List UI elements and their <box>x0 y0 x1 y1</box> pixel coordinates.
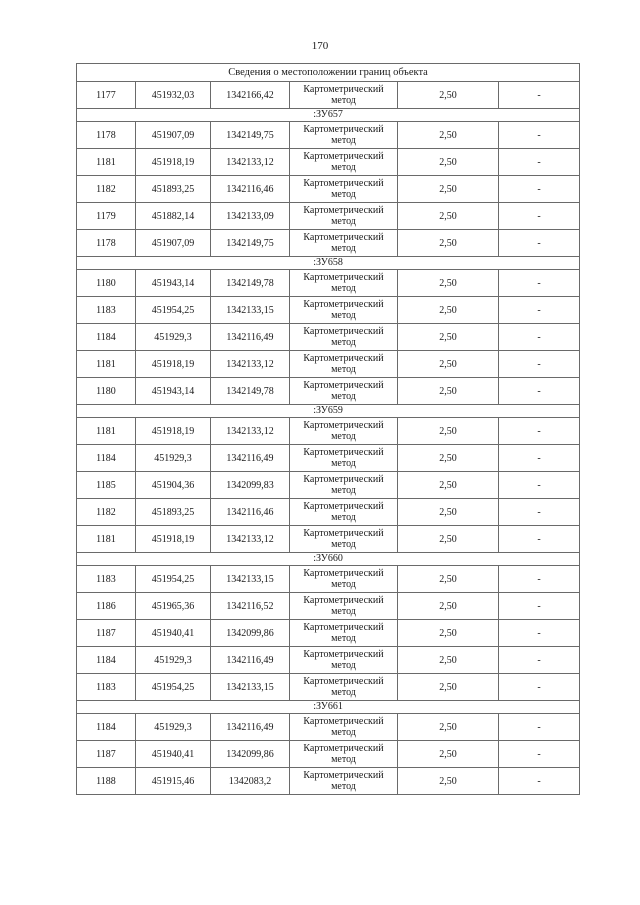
point-number-cell: 1183 <box>77 674 136 701</box>
method-text: метод <box>331 364 356 375</box>
point-number-cell: 1181 <box>77 149 136 176</box>
method-cell <box>290 82 398 109</box>
table-row <box>77 647 580 674</box>
section-row <box>77 109 580 122</box>
table-row <box>77 230 580 257</box>
method-cell <box>290 149 398 176</box>
table-row <box>77 122 580 149</box>
description-cell: - <box>499 526 580 553</box>
method-text: Картометрический <box>303 501 384 512</box>
description-cell: - <box>499 647 580 674</box>
x-coordinate-cell: 451915,46 <box>136 768 211 795</box>
method-text: Картометрический <box>303 743 384 754</box>
method-cell <box>290 714 398 741</box>
y-coordinate-cell: 1342099,86 <box>211 620 290 647</box>
y-coordinate-cell: 1342099,86 <box>211 741 290 768</box>
method-cell <box>290 445 398 472</box>
method-cell <box>290 203 398 230</box>
accuracy-cell: 2,50 <box>398 378 499 405</box>
table-row <box>77 445 580 472</box>
method-cell <box>290 176 398 203</box>
table-row <box>77 472 580 499</box>
accuracy-cell: 2,50 <box>398 82 499 109</box>
accuracy-cell: 2,50 <box>398 149 499 176</box>
point-number-cell: 1181 <box>77 418 136 445</box>
description-cell: - <box>499 445 580 472</box>
table-row <box>77 324 580 351</box>
x-coordinate-cell: 451932,03 <box>136 82 211 109</box>
description-cell: - <box>499 768 580 795</box>
y-coordinate-cell: 1342116,49 <box>211 324 290 351</box>
accuracy-cell: 2,50 <box>398 270 499 297</box>
table-row <box>77 714 580 741</box>
description-cell: - <box>499 324 580 351</box>
y-coordinate-cell: 1342133,12 <box>211 418 290 445</box>
y-coordinate-cell: 1342133,15 <box>211 674 290 701</box>
method-text: метод <box>331 633 356 644</box>
point-number-cell: 1183 <box>77 297 136 324</box>
y-coordinate-cell: 1342116,46 <box>211 176 290 203</box>
description-cell: - <box>499 203 580 230</box>
y-coordinate-cell: 1342133,12 <box>211 526 290 553</box>
y-coordinate-cell: 1342166,42 <box>211 82 290 109</box>
table-row <box>77 176 580 203</box>
method-text: Картометрический <box>303 676 384 687</box>
method-cell <box>290 418 398 445</box>
point-number-cell: 1182 <box>77 499 136 526</box>
point-number-cell: 1184 <box>77 324 136 351</box>
x-coordinate-cell: 451918,19 <box>136 418 211 445</box>
method-text: Картометрический <box>303 716 384 727</box>
method-text: метод <box>331 485 356 496</box>
point-number-cell: 1184 <box>77 445 136 472</box>
accuracy-cell: 2,50 <box>398 176 499 203</box>
accuracy-cell: 2,50 <box>398 472 499 499</box>
table-row <box>77 566 580 593</box>
point-number-cell: 1178 <box>77 122 136 149</box>
table-row <box>77 270 580 297</box>
description-cell: - <box>499 566 580 593</box>
table-row <box>77 526 580 553</box>
point-number-cell: 1181 <box>77 351 136 378</box>
method-text: метод <box>331 391 356 402</box>
method-text: метод <box>331 660 356 671</box>
point-number-cell: 1181 <box>77 526 136 553</box>
section-row <box>77 553 580 566</box>
boundary-table-body <box>77 64 580 795</box>
accuracy-cell: 2,50 <box>398 499 499 526</box>
accuracy-cell: 2,50 <box>398 122 499 149</box>
y-coordinate-cell: 1342149,78 <box>211 378 290 405</box>
y-coordinate-cell: 1342149,75 <box>211 122 290 149</box>
description-cell: - <box>499 472 580 499</box>
table-row <box>77 149 580 176</box>
method-text: Картометрический <box>303 528 384 539</box>
x-coordinate-cell: 451929,3 <box>136 324 211 351</box>
description-cell: - <box>499 351 580 378</box>
method-text: Картометрический <box>303 84 384 95</box>
method-text: метод <box>331 431 356 442</box>
point-number-cell: 1178 <box>77 230 136 257</box>
x-coordinate-cell: 451954,25 <box>136 674 211 701</box>
accuracy-cell: 2,50 <box>398 593 499 620</box>
method-cell <box>290 768 398 795</box>
method-text: Картометрический <box>303 380 384 391</box>
y-coordinate-cell: 1342099,83 <box>211 472 290 499</box>
description-cell: - <box>499 82 580 109</box>
x-coordinate-cell: 451918,19 <box>136 351 211 378</box>
method-text: метод <box>331 243 356 254</box>
point-number-cell: 1187 <box>77 741 136 768</box>
table-title: Сведения о местоположении границ объекта <box>77 64 580 82</box>
description-cell: - <box>499 149 580 176</box>
method-text: Картометрический <box>303 272 384 283</box>
method-cell <box>290 499 398 526</box>
point-number-cell: 1182 <box>77 176 136 203</box>
x-coordinate-cell: 451893,25 <box>136 499 211 526</box>
method-text: Картометрический <box>303 178 384 189</box>
section-row <box>77 701 580 714</box>
method-cell <box>290 674 398 701</box>
method-text: метод <box>331 337 356 348</box>
description-cell: - <box>499 714 580 741</box>
x-coordinate-cell: 451907,09 <box>136 230 211 257</box>
point-number-cell: 1184 <box>77 714 136 741</box>
description-cell: - <box>499 741 580 768</box>
method-text: Картометрический <box>303 353 384 364</box>
point-number-cell: 1177 <box>77 82 136 109</box>
y-coordinate-cell: 1342116,46 <box>211 499 290 526</box>
section-label: :ЗУ659 <box>77 405 580 418</box>
description-cell: - <box>499 674 580 701</box>
method-text: метод <box>331 283 356 294</box>
method-cell <box>290 122 398 149</box>
method-text: Картометрический <box>303 299 384 310</box>
accuracy-cell: 2,50 <box>398 526 499 553</box>
description-cell: - <box>499 122 580 149</box>
x-coordinate-cell: 451929,3 <box>136 445 211 472</box>
method-cell <box>290 297 398 324</box>
table-row <box>77 203 580 230</box>
description-cell: - <box>499 499 580 526</box>
page-number: 170 <box>311 40 329 52</box>
section-label: :ЗУ661 <box>77 701 580 714</box>
accuracy-cell: 2,50 <box>398 351 499 378</box>
method-text: Картометрический <box>303 205 384 216</box>
method-text: метод <box>331 95 356 106</box>
method-text: метод <box>331 687 356 698</box>
method-text: Картометрический <box>303 124 384 135</box>
description-cell: - <box>499 297 580 324</box>
x-coordinate-cell: 451929,3 <box>136 647 211 674</box>
boundary-table <box>76 63 580 795</box>
x-coordinate-cell: 451918,19 <box>136 526 211 553</box>
accuracy-cell: 2,50 <box>398 714 499 741</box>
description-cell: - <box>499 176 580 203</box>
table-row <box>77 351 580 378</box>
method-cell <box>290 230 398 257</box>
accuracy-cell: 2,50 <box>398 445 499 472</box>
method-text: метод <box>331 162 356 173</box>
y-coordinate-cell: 1342149,78 <box>211 270 290 297</box>
method-text: Картометрический <box>303 770 384 781</box>
y-coordinate-cell: 1342133,15 <box>211 297 290 324</box>
x-coordinate-cell: 451882,14 <box>136 203 211 230</box>
method-text: метод <box>331 727 356 738</box>
accuracy-cell: 2,50 <box>398 620 499 647</box>
x-coordinate-cell: 451943,14 <box>136 378 211 405</box>
accuracy-cell: 2,50 <box>398 674 499 701</box>
section-row <box>77 257 580 270</box>
y-coordinate-cell: 1342133,09 <box>211 203 290 230</box>
table-row <box>77 593 580 620</box>
point-number-cell: 1183 <box>77 566 136 593</box>
section-label: :ЗУ657 <box>77 109 580 122</box>
method-cell <box>290 324 398 351</box>
method-text: метод <box>331 781 356 792</box>
y-coordinate-cell: 1342149,75 <box>211 230 290 257</box>
x-coordinate-cell: 451940,41 <box>136 620 211 647</box>
x-coordinate-cell: 451907,09 <box>136 122 211 149</box>
method-cell <box>290 526 398 553</box>
description-cell: - <box>499 270 580 297</box>
method-text: Картометрический <box>303 232 384 243</box>
x-coordinate-cell: 451954,25 <box>136 566 211 593</box>
accuracy-cell: 2,50 <box>398 741 499 768</box>
method-text: Картометрический <box>303 649 384 660</box>
table-row <box>77 297 580 324</box>
point-number-cell: 1185 <box>77 472 136 499</box>
table-row <box>77 768 580 795</box>
method-text: метод <box>331 579 356 590</box>
y-coordinate-cell: 1342116,49 <box>211 714 290 741</box>
accuracy-cell: 2,50 <box>398 566 499 593</box>
x-coordinate-cell: 451943,14 <box>136 270 211 297</box>
description-cell: - <box>499 378 580 405</box>
method-text: метод <box>331 512 356 523</box>
method-text: метод <box>331 458 356 469</box>
method-text: Картометрический <box>303 326 384 337</box>
y-coordinate-cell: 1342116,49 <box>211 445 290 472</box>
accuracy-cell: 2,50 <box>398 768 499 795</box>
method-text: метод <box>331 754 356 765</box>
point-number-cell: 1188 <box>77 768 136 795</box>
method-text: Картометрический <box>303 420 384 431</box>
method-text: Картометрический <box>303 622 384 633</box>
y-coordinate-cell: 1342133,15 <box>211 566 290 593</box>
method-text: Картометрический <box>303 568 384 579</box>
table-row <box>77 674 580 701</box>
accuracy-cell: 2,50 <box>398 203 499 230</box>
table-row <box>77 499 580 526</box>
method-cell <box>290 566 398 593</box>
point-number-cell: 1179 <box>77 203 136 230</box>
accuracy-cell: 2,50 <box>398 418 499 445</box>
section-label: :ЗУ658 <box>77 257 580 270</box>
y-coordinate-cell: 1342116,52 <box>211 593 290 620</box>
x-coordinate-cell: 451918,19 <box>136 149 211 176</box>
table-title-row <box>77 64 580 82</box>
table-row <box>77 741 580 768</box>
section-row <box>77 405 580 418</box>
method-text: метод <box>331 539 356 550</box>
point-number-cell: 1180 <box>77 270 136 297</box>
table-row <box>77 378 580 405</box>
table-row <box>77 82 580 109</box>
x-coordinate-cell: 451954,25 <box>136 297 211 324</box>
method-cell <box>290 620 398 647</box>
y-coordinate-cell: 1342133,12 <box>211 351 290 378</box>
section-label: :ЗУ660 <box>77 553 580 566</box>
table-row <box>77 418 580 445</box>
point-number-cell: 1187 <box>77 620 136 647</box>
accuracy-cell: 2,50 <box>398 647 499 674</box>
method-text: Картометрический <box>303 595 384 606</box>
method-cell <box>290 472 398 499</box>
y-coordinate-cell: 1342133,12 <box>211 149 290 176</box>
x-coordinate-cell: 451965,36 <box>136 593 211 620</box>
method-text: метод <box>331 135 356 146</box>
method-text: Картометрический <box>303 474 384 485</box>
point-number-cell: 1186 <box>77 593 136 620</box>
x-coordinate-cell: 451929,3 <box>136 714 211 741</box>
x-coordinate-cell: 451940,41 <box>136 741 211 768</box>
y-coordinate-cell: 1342083,2 <box>211 768 290 795</box>
method-text: метод <box>331 310 356 321</box>
table-row <box>77 620 580 647</box>
method-text: метод <box>331 216 356 227</box>
description-cell: - <box>499 620 580 647</box>
accuracy-cell: 2,50 <box>398 297 499 324</box>
method-text: Картометрический <box>303 447 384 458</box>
point-number-cell: 1180 <box>77 378 136 405</box>
method-cell <box>290 741 398 768</box>
accuracy-cell: 2,50 <box>398 230 499 257</box>
x-coordinate-cell: 451904,36 <box>136 472 211 499</box>
method-text: Картометрический <box>303 151 384 162</box>
point-number-cell: 1184 <box>77 647 136 674</box>
x-coordinate-cell: 451893,25 <box>136 176 211 203</box>
description-cell: - <box>499 418 580 445</box>
method-cell <box>290 378 398 405</box>
description-cell: - <box>499 230 580 257</box>
accuracy-cell: 2,50 <box>398 324 499 351</box>
method-text: метод <box>331 189 356 200</box>
method-text: метод <box>331 606 356 617</box>
y-coordinate-cell: 1342116,49 <box>211 647 290 674</box>
description-cell: - <box>499 593 580 620</box>
method-cell <box>290 351 398 378</box>
method-cell <box>290 647 398 674</box>
method-cell <box>290 593 398 620</box>
method-cell <box>290 270 398 297</box>
